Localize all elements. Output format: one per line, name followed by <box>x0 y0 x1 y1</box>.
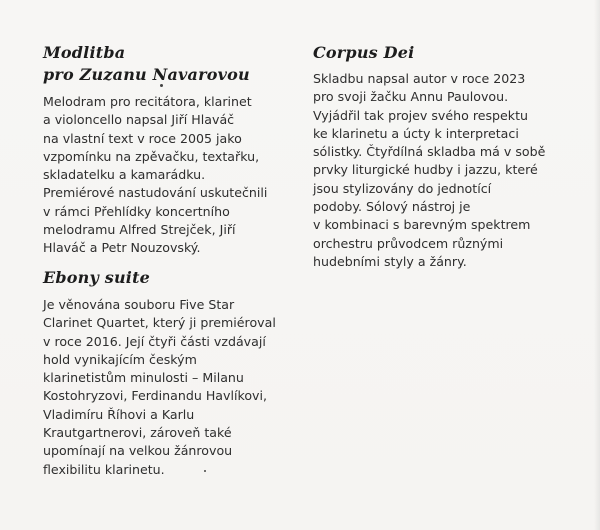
text-line: Kostohryzovi, Ferdinandu Havlíkovi, <box>43 388 267 404</box>
text-line: flexibilitu klarinetu. <box>43 461 165 477</box>
text-line: skladatelku a kamarádku. <box>43 167 206 183</box>
text-line: na vlastní text v roce 2005 jako <box>43 130 242 146</box>
text-line: Hlaváč a Petr Nouzovský. <box>43 240 201 256</box>
text-line: hold vynikajícím českým <box>43 351 197 367</box>
text-line: v kombinaci s barevným spektrem <box>313 217 531 233</box>
text-line: vzpomínku na zpěvačku, textařku, <box>43 148 260 164</box>
text-line: Krautgartnerovi, zároveň také <box>43 425 232 441</box>
section-body-ebony-suite <box>43 296 293 479</box>
text-line: hudebními styly a žánry. <box>313 253 467 269</box>
section-title-modlitba <box>43 42 293 86</box>
text-line: sólistky. Čtyřdílná skladba má v sobě <box>313 144 546 160</box>
section-body-modlitba <box>43 93 293 258</box>
section-body-corpus-dei <box>313 70 573 271</box>
text-line: jsou stylizovány do jednotící <box>313 180 492 196</box>
text-line: Je věnována souboru Five Star <box>43 297 235 312</box>
text-line: ke klarinetu a úcty k interpretaci <box>313 125 519 141</box>
section-title-ebony-suite: Ebony suite <box>43 268 151 287</box>
section-modlitba <box>43 42 293 258</box>
section-corpus-dei <box>313 42 573 271</box>
title-line: Modlitba <box>43 43 126 62</box>
section-title-corpus-dei: Corpus Dei <box>313 43 415 62</box>
text-line: Premiérové nastudování uskutečnili <box>43 185 268 201</box>
text-line: a violoncello napsal Jiří Hlaváč <box>43 112 235 128</box>
text-line: Skladbu napsal autor v roce 2023 <box>313 71 526 86</box>
title-line: pro Zuzanu Navarovou <box>43 65 250 84</box>
paper-speck <box>204 470 206 472</box>
text-line: v rámci Přehlídky koncertního <box>43 203 230 219</box>
paper-speck <box>160 84 163 87</box>
page-edge-shadow <box>594 0 600 530</box>
text-line: Melodram pro recitátora, klarinet <box>43 94 252 109</box>
text-line: klarinetistům minulosti – Milanu <box>43 370 244 386</box>
text-line: melodramu Alfred Strejček, Jiří <box>43 222 236 238</box>
text-line: Clarinet Quartet, který ji premiéroval <box>43 315 276 331</box>
section-ebony-suite <box>43 267 293 479</box>
text-line: podoby. Sólový nástroj je <box>313 199 471 215</box>
text-line: v roce 2016. Její čtyři části vzdávají <box>43 333 266 349</box>
text-line: pro svoji žačku Annu Paulovou. <box>313 89 509 105</box>
text-line: prvky liturgické hudby i jazzu, které <box>313 162 538 178</box>
text-line: Vladimíru Říhovi a Karlu <box>43 406 195 422</box>
text-line: Vyjádřil tak projev svého respektu <box>313 107 528 123</box>
text-line: orchestru průvodcem různými <box>313 235 504 251</box>
text-line: upomínají na velkou žánrovou <box>43 443 233 459</box>
